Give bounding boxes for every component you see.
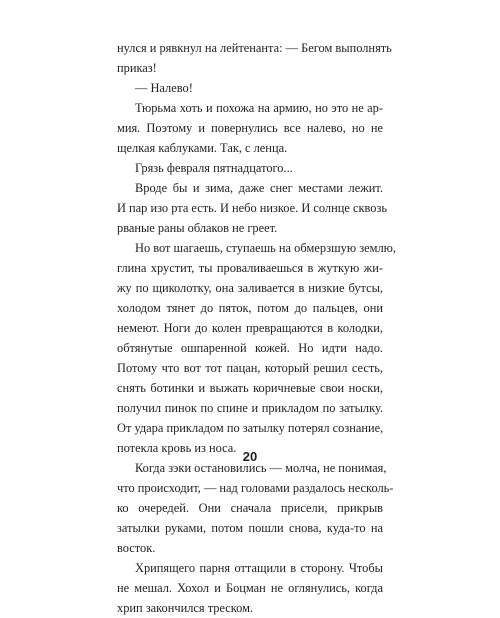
- text-line: Хрипящего парня оттащили в сторону. Чтобы: [135, 561, 383, 575]
- text-line: восток.: [117, 541, 156, 555]
- text-line: рваные раны облаков не греет.: [117, 221, 278, 235]
- text-line: Потому что вот тот пацан, который решил сесть,: [117, 361, 383, 375]
- text-line: Когда зэки остановились — молча, не понимая,: [135, 461, 387, 475]
- text-line: мия. Поэтому и повернулись все налево, но не: [117, 121, 383, 135]
- text-line: приказ!: [117, 61, 157, 75]
- text-line: хрип закончился треском.: [117, 601, 254, 615]
- text-line: ко очередей. Они сначала присели, прикрыв: [117, 501, 383, 515]
- text-line: Грязь февраля пятнадцатого...: [135, 161, 293, 175]
- text-line: — Налево!: [135, 81, 193, 95]
- text-line: что происходит, — над головами раздалось несколь-: [117, 481, 394, 495]
- text-line: И пар изо рта есть. И небо низкое. И солнце сквозь: [117, 201, 387, 215]
- text-line: жу по щиколотку, она заливается в низкие бутсы,: [117, 281, 383, 295]
- text-line: затылки руками, потом пошли снова, куда-то на: [117, 521, 383, 535]
- text-line: не мешал. Хохол и Боцман не оглянулись, когда: [117, 581, 383, 595]
- text-line: получил пинок по спине и прикладом по затылку.: [117, 401, 383, 415]
- text-line: обтянутые ошпаренной кожей. Но идти надо.: [117, 341, 383, 355]
- text-line: Тюрьма хоть и похожа на армию, но это не ар-: [135, 101, 383, 115]
- text-line: Вроде бы и зима, даже снег местами лежит.: [135, 181, 383, 195]
- text-line: нулся и рявкнул на лейтенанта: — Бегом выполнять: [117, 41, 392, 55]
- text-line: снять ботинки и выжать коричневые свои носки,: [117, 381, 383, 395]
- book-page-text: [117, 38, 396, 618]
- text-line: потекла кровь из носа.: [117, 441, 237, 455]
- text-line: От удара прикладом по затылку потерял сознание,: [117, 421, 384, 435]
- text-line: глина хрустит, ты проваливаешься в жуткую жи-: [117, 261, 383, 275]
- text-line: щелкая каблуками. Так, с ленца.: [117, 141, 288, 155]
- text-line: немеют. Ноги до колен превращаются в колодки,: [117, 321, 383, 335]
- text-line: Но вот шагаешь, ступаешь на обмерзшую землю,: [135, 241, 396, 255]
- text-line: холодом тянет до пяток, потом до пальцев, они: [117, 301, 383, 315]
- page-number: 20: [242, 449, 258, 464]
